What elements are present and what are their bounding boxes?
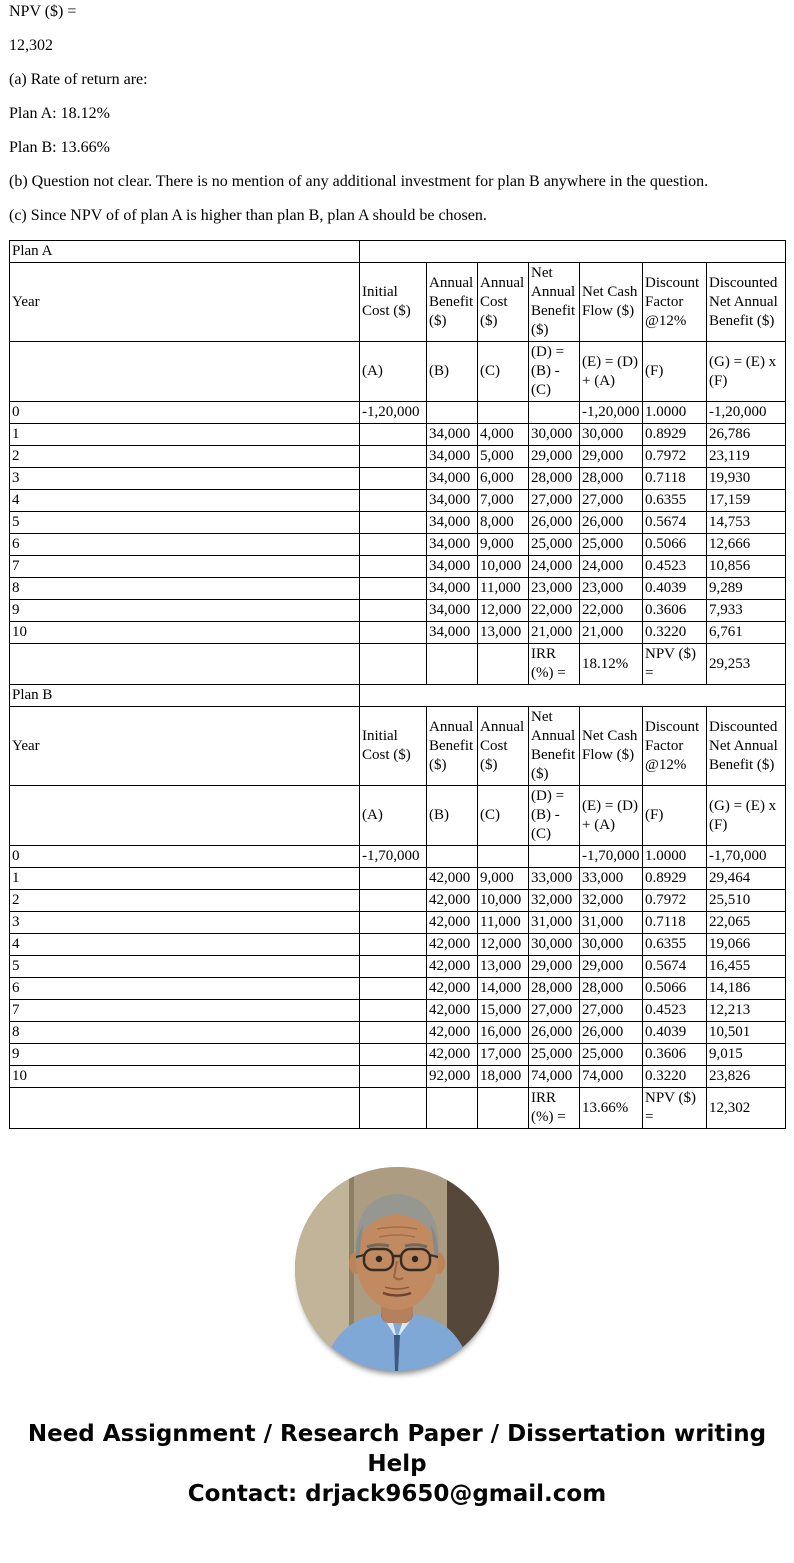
- table-cell: 0.4039: [643, 578, 707, 600]
- table-cell: 10,000: [478, 556, 529, 578]
- table-cell: 34,000: [427, 600, 478, 622]
- table-cell: [10, 644, 360, 685]
- table-cell: 7,933: [707, 600, 786, 622]
- table-cell: 0: [10, 402, 360, 424]
- table-cell: 15,000: [478, 1000, 529, 1022]
- table-cell: [360, 890, 427, 912]
- data-row: [10, 622, 786, 644]
- intro-line: (b) Question not clear. There is no mention of any additional investment for plan B anywhere in the question.: [9, 173, 709, 190]
- data-row: [10, 534, 786, 556]
- table-cell: 2: [10, 890, 360, 912]
- table-cell: 19,930: [707, 468, 786, 490]
- section-title-row: [10, 241, 786, 263]
- table-cell: (G) = (E) x (F): [707, 786, 786, 846]
- table-cell: 34,000: [427, 512, 478, 534]
- table-cell: 6,761: [707, 622, 786, 644]
- table-cell: 14,186: [707, 978, 786, 1000]
- table-cell: 0: [10, 846, 360, 868]
- table-cell: [360, 1022, 427, 1044]
- table-cell: 9: [10, 1044, 360, 1066]
- table-cell: [10, 786, 360, 846]
- table-cell: Annual Benefit ($): [427, 263, 478, 342]
- table-cell: -1,70,000: [360, 846, 427, 868]
- table-cell: 9,015: [707, 1044, 786, 1066]
- table-cell: 0.7118: [643, 912, 707, 934]
- table-cell: 17,000: [478, 1044, 529, 1066]
- table-cell: 42,000: [427, 868, 478, 890]
- table-cell: 3: [10, 912, 360, 934]
- table-cell: 14,000: [478, 978, 529, 1000]
- table-cell: 31,000: [580, 912, 643, 934]
- table-cell: 26,000: [529, 512, 580, 534]
- table-cell: Discounted Net Annual Benefit ($): [707, 263, 786, 342]
- table-cell: 10: [10, 1066, 360, 1088]
- table-cell: 11,000: [478, 912, 529, 934]
- table-cell: 12,302: [707, 1088, 786, 1129]
- table-cell: 30,000: [529, 424, 580, 446]
- tutor-avatar: [295, 1167, 499, 1371]
- table-cell: 3: [10, 468, 360, 490]
- table-cell: 34,000: [427, 490, 478, 512]
- table-cell: 28,000: [580, 468, 643, 490]
- table-cell: 14,753: [707, 512, 786, 534]
- table-cell: 19,066: [707, 934, 786, 956]
- table-cell: [478, 846, 529, 868]
- table-cell: 13.66%: [580, 1088, 643, 1129]
- data-row: [10, 1044, 786, 1066]
- table-cell: 0.3606: [643, 600, 707, 622]
- table-cell: Initial Cost ($): [360, 707, 427, 786]
- table-cell: [360, 1000, 427, 1022]
- table-cell: [427, 1088, 478, 1129]
- table-cell: 8,000: [478, 512, 529, 534]
- table-cell: 23,000: [529, 578, 580, 600]
- table-cell: 4: [10, 490, 360, 512]
- table-cell: 42,000: [427, 978, 478, 1000]
- footer-help-text: Need Assignment / Research Paper / Dissertation writing Help: [27, 1421, 767, 1477]
- summary-row: [10, 1088, 786, 1129]
- table-cell: 0.6355: [643, 934, 707, 956]
- table-cell: 6: [10, 534, 360, 556]
- table-cell: Discount Factor @12%: [643, 707, 707, 786]
- table-cell: 22,000: [580, 600, 643, 622]
- data-row: [10, 1000, 786, 1022]
- table-cell: 23,826: [707, 1066, 786, 1088]
- table-cell: 28,000: [529, 978, 580, 1000]
- table-cell: 92,000: [427, 1066, 478, 1088]
- table-cell: 10,000: [478, 890, 529, 912]
- table-cell: Net Annual Benefit ($): [529, 707, 580, 786]
- table-cell: [427, 644, 478, 685]
- table-cell: [360, 490, 427, 512]
- data-row: [10, 556, 786, 578]
- table-cell: [360, 556, 427, 578]
- table-cell: Annual Cost ($): [478, 263, 529, 342]
- table-cell: 0.5674: [643, 956, 707, 978]
- table-cell: 0.5674: [643, 512, 707, 534]
- table-cell: 0.4039: [643, 1022, 707, 1044]
- summary-row: [10, 644, 786, 685]
- data-row: [10, 890, 786, 912]
- intro-text: [9, 2, 785, 225]
- avatar-container: [9, 1167, 785, 1371]
- table-cell: 42,000: [427, 890, 478, 912]
- table-cell: [360, 1066, 427, 1088]
- footer-promo: [26, 1419, 768, 1509]
- table-cell: Net Cash Flow ($): [580, 707, 643, 786]
- intro-line: Plan B: 13.66%: [9, 139, 110, 156]
- table-cell: 34,000: [427, 534, 478, 556]
- table-cell: Annual Benefit ($): [427, 707, 478, 786]
- data-row: [10, 934, 786, 956]
- table-cell: 22,065: [707, 912, 786, 934]
- table-cell: [360, 868, 427, 890]
- table-cell: [360, 644, 427, 685]
- table-cell: 17,159: [707, 490, 786, 512]
- table-cell: 2: [10, 446, 360, 468]
- table-cell: [360, 956, 427, 978]
- table-cell: 29,000: [529, 956, 580, 978]
- table-cell: 21,000: [529, 622, 580, 644]
- table-cell: 26,000: [580, 512, 643, 534]
- table-cell: [360, 578, 427, 600]
- table-cell: [360, 1088, 427, 1129]
- table-cell: Year: [10, 707, 360, 786]
- table-cell: 0.3220: [643, 622, 707, 644]
- table-cell: 30,000: [529, 934, 580, 956]
- data-row: [10, 868, 786, 890]
- table-cell: 24,000: [529, 556, 580, 578]
- table-cell: 4,000: [478, 424, 529, 446]
- table-cell: 6,000: [478, 468, 529, 490]
- table-cell: 16,455: [707, 956, 786, 978]
- table-cell: 12,666: [707, 534, 786, 556]
- data-row: [10, 512, 786, 534]
- table-cell: 9,000: [478, 534, 529, 556]
- table-cell: 28,000: [580, 978, 643, 1000]
- table-cell: 10,501: [707, 1022, 786, 1044]
- column-header-row: [10, 707, 786, 786]
- table-cell: 1: [10, 868, 360, 890]
- data-row: [10, 956, 786, 978]
- formula-row: [10, 342, 786, 402]
- table-cell: 42,000: [427, 1000, 478, 1022]
- table-cell: 9: [10, 600, 360, 622]
- table-cell: 27,000: [529, 490, 580, 512]
- table-cell: 34,000: [427, 446, 478, 468]
- table-cell: [529, 846, 580, 868]
- table-cell: 0.5066: [643, 978, 707, 1000]
- intro-line: (a) Rate of return are:: [9, 71, 148, 88]
- table-cell: [427, 402, 478, 424]
- table-cell: 28,000: [529, 468, 580, 490]
- table-cell: 33,000: [529, 868, 580, 890]
- table-cell: 5: [10, 956, 360, 978]
- table-cell: 23,119: [707, 446, 786, 468]
- table-cell: 26,786: [707, 424, 786, 446]
- table-cell: 12,000: [478, 600, 529, 622]
- table-cell: 25,000: [529, 1044, 580, 1066]
- table-cell: 16,000: [478, 1022, 529, 1044]
- table-cell: 25,000: [580, 534, 643, 556]
- table-cell: 34,000: [427, 424, 478, 446]
- table-cell: 42,000: [427, 956, 478, 978]
- table-cell: 74,000: [580, 1066, 643, 1088]
- table-cell: 30,000: [580, 424, 643, 446]
- table-cell: [529, 402, 580, 424]
- table-cell: [360, 978, 427, 1000]
- table-cell: (B): [427, 342, 478, 402]
- table-cell: [478, 644, 529, 685]
- table-cell: (E) = (D) + (A): [580, 786, 643, 846]
- table-cell: 0.8929: [643, 424, 707, 446]
- table-cell: 29,000: [580, 956, 643, 978]
- table-cell: [360, 424, 427, 446]
- data-row: [10, 846, 786, 868]
- table-cell: 5: [10, 512, 360, 534]
- table-cell: NPV ($) =: [643, 1088, 707, 1129]
- table-cell: 8: [10, 578, 360, 600]
- table-cell: 7: [10, 556, 360, 578]
- table-cell: Plan B: [10, 685, 360, 707]
- table-cell: [360, 622, 427, 644]
- table-cell: 26,000: [580, 1022, 643, 1044]
- table-cell: 26,000: [529, 1022, 580, 1044]
- table-cell: 34,000: [427, 556, 478, 578]
- table-cell: 0.6355: [643, 490, 707, 512]
- table-cell: 42,000: [427, 1044, 478, 1066]
- table-cell: (F): [643, 786, 707, 846]
- data-row: [10, 402, 786, 424]
- table-cell: 29,000: [529, 446, 580, 468]
- table-cell: 27,000: [580, 490, 643, 512]
- table-cell: Annual Cost ($): [478, 707, 529, 786]
- table-cell: 33,000: [580, 868, 643, 890]
- table-cell: 7,000: [478, 490, 529, 512]
- table-cell: 34,000: [427, 468, 478, 490]
- table-cell: 0.3606: [643, 1044, 707, 1066]
- table-cell: 12,213: [707, 1000, 786, 1022]
- table-cell: [360, 534, 427, 556]
- data-row: [10, 600, 786, 622]
- table-cell: (A): [360, 786, 427, 846]
- table-cell: [478, 402, 529, 424]
- table-cell: IRR (%) =: [529, 644, 580, 685]
- table-cell: IRR (%) =: [529, 1088, 580, 1129]
- table-cell: 31,000: [529, 912, 580, 934]
- table-cell: 25,000: [529, 534, 580, 556]
- table-cell: -1,20,000: [707, 402, 786, 424]
- column-header-row: [10, 263, 786, 342]
- data-row: [10, 912, 786, 934]
- table-cell: [360, 600, 427, 622]
- table-cell: -1,20,000: [360, 402, 427, 424]
- table-cell: 0.7972: [643, 446, 707, 468]
- table-cell: 22,000: [529, 600, 580, 622]
- table-cell: (C): [478, 786, 529, 846]
- table-cell: 29,000: [580, 446, 643, 468]
- table-cell: 6: [10, 978, 360, 1000]
- table-cell: [360, 1044, 427, 1066]
- table-cell: 1.0000: [643, 402, 707, 424]
- table-cell: [360, 241, 786, 263]
- table-cell: 10: [10, 622, 360, 644]
- table-cell: 1.0000: [643, 846, 707, 868]
- table-cell: Year: [10, 263, 360, 342]
- table-cell: 25,510: [707, 890, 786, 912]
- table-cell: 42,000: [427, 1022, 478, 1044]
- table-cell: 29,464: [707, 868, 786, 890]
- data-row: [10, 468, 786, 490]
- table-cell: 5,000: [478, 446, 529, 468]
- table-cell: -1,20,000: [580, 402, 643, 424]
- data-row: [10, 578, 786, 600]
- intro-line: 12,302: [9, 37, 53, 54]
- table-cell: 42,000: [427, 934, 478, 956]
- table-cell: NPV ($) =: [643, 644, 707, 685]
- table-cell: Discount Factor @12%: [643, 263, 707, 342]
- intro-line: Plan A: 18.12%: [9, 105, 110, 122]
- table-cell: 7: [10, 1000, 360, 1022]
- table-cell: 42,000: [427, 912, 478, 934]
- table-cell: 4: [10, 934, 360, 956]
- table-cell: -1,70,000: [707, 846, 786, 868]
- table-cell: [478, 1088, 529, 1129]
- table-cell: 27,000: [580, 1000, 643, 1022]
- table-cell: [427, 846, 478, 868]
- table-cell: 13,000: [478, 622, 529, 644]
- footer-contact-email: Contact: drjack9650@gmail.com: [187, 1481, 607, 1507]
- tutor-portrait-illustration: [295, 1167, 499, 1371]
- table-cell: Net Cash Flow ($): [580, 263, 643, 342]
- table-cell: 18.12%: [580, 644, 643, 685]
- table-cell: 0.7972: [643, 890, 707, 912]
- table-cell: (F): [643, 342, 707, 402]
- table-cell: Discounted Net Annual Benefit ($): [707, 707, 786, 786]
- table-cell: 1: [10, 424, 360, 446]
- table-cell: 18,000: [478, 1066, 529, 1088]
- table-cell: 0.3220: [643, 1066, 707, 1088]
- table-cell: 0.4523: [643, 1000, 707, 1022]
- table-cell: [360, 934, 427, 956]
- table-cell: 32,000: [529, 890, 580, 912]
- npv-comparison-table: [9, 240, 786, 1129]
- table-cell: 24,000: [580, 556, 643, 578]
- table-cell: Initial Cost ($): [360, 263, 427, 342]
- table-cell: 9,289: [707, 578, 786, 600]
- table-cell: 0.4523: [643, 556, 707, 578]
- table-cell: 0.8929: [643, 868, 707, 890]
- table-cell: [360, 446, 427, 468]
- table-cell: (D) = (B) - (C): [529, 342, 580, 402]
- data-row: [10, 490, 786, 512]
- table-cell: 9,000: [478, 868, 529, 890]
- table-cell: 34,000: [427, 622, 478, 644]
- data-row: [10, 978, 786, 1000]
- table-cell: [10, 1088, 360, 1129]
- table-cell: Plan A: [10, 241, 360, 263]
- table-cell: 12,000: [478, 934, 529, 956]
- table-cell: 0.7118: [643, 468, 707, 490]
- table-cell: (A): [360, 342, 427, 402]
- table-cell: [360, 912, 427, 934]
- table-cell: 10,856: [707, 556, 786, 578]
- table-cell: (G) = (E) x (F): [707, 342, 786, 402]
- table-cell: 34,000: [427, 578, 478, 600]
- table-cell: 11,000: [478, 578, 529, 600]
- section-title-row: [10, 685, 786, 707]
- table-cell: 25,000: [580, 1044, 643, 1066]
- table-cell: [360, 685, 786, 707]
- table-cell: 30,000: [580, 934, 643, 956]
- table-cell: (C): [478, 342, 529, 402]
- intro-line: NPV ($) =: [9, 3, 77, 20]
- data-row: [10, 1066, 786, 1088]
- data-row: [10, 424, 786, 446]
- data-row: [10, 446, 786, 468]
- formula-row: [10, 786, 786, 846]
- table-cell: (B): [427, 786, 478, 846]
- table-cell: 13,000: [478, 956, 529, 978]
- table-cell: -1,70,000: [580, 846, 643, 868]
- intro-line: (c) Since NPV of of plan A is higher than plan B, plan A should be chosen.: [9, 207, 487, 224]
- table-cell: 23,000: [580, 578, 643, 600]
- table-cell: Net Annual Benefit ($): [529, 263, 580, 342]
- table-cell: (D) = (B) - (C): [529, 786, 580, 846]
- table-cell: 8: [10, 1022, 360, 1044]
- table-cell: [360, 468, 427, 490]
- table-cell: 21,000: [580, 622, 643, 644]
- table-cell: 27,000: [529, 1000, 580, 1022]
- data-row: [10, 1022, 786, 1044]
- table-cell: [10, 342, 360, 402]
- table-cell: 74,000: [529, 1066, 580, 1088]
- table-cell: 0.5066: [643, 534, 707, 556]
- table-cell: 29,253: [707, 644, 786, 685]
- table-cell: 32,000: [580, 890, 643, 912]
- table-cell: [360, 512, 427, 534]
- table-cell: (E) = (D) + (A): [580, 342, 643, 402]
